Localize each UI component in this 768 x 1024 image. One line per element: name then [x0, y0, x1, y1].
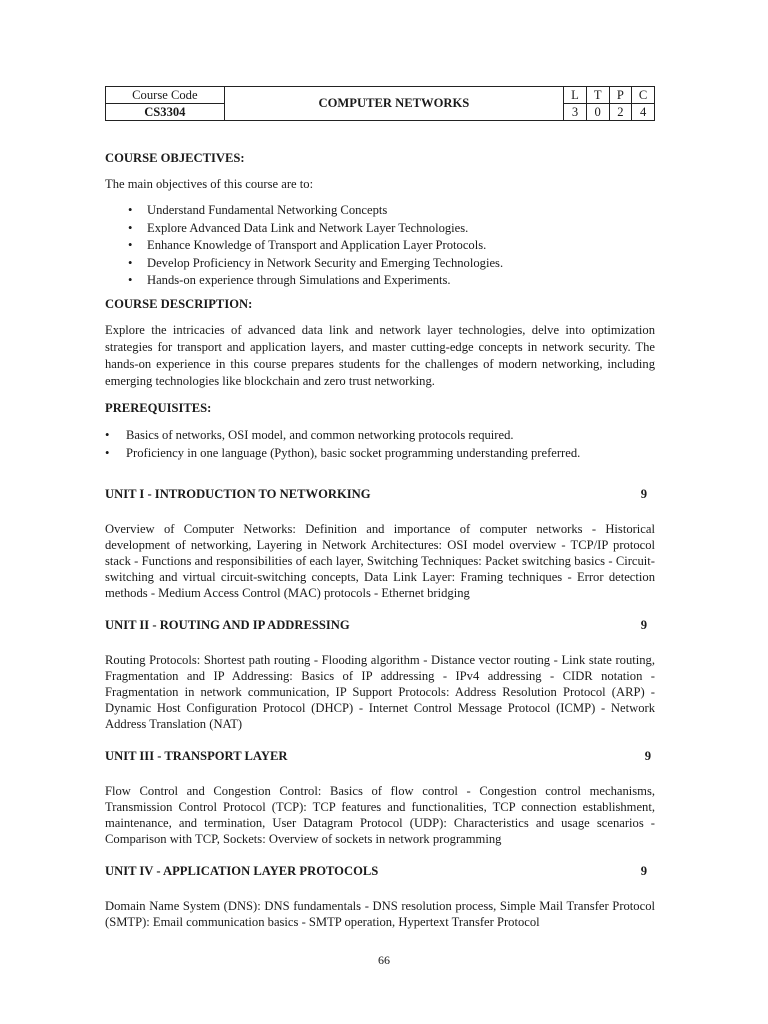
objective-item: • Hands-on experience through Simulations and Experiments. [105, 272, 655, 290]
ltpc-header-p: P [609, 87, 632, 104]
unit-1-hours: 9 [640, 486, 647, 501]
prerequisite-item: • Basics of networks, OSI model, and common networking protocols required. [105, 426, 655, 444]
unit-2-title: UNIT II - ROUTING AND IP ADDRESSING [105, 617, 350, 632]
objective-item: • Explore Advanced Data Link and Network Layer Technologies. [105, 220, 655, 238]
unit-3-hours: 9 [644, 748, 651, 763]
objectives-list [105, 202, 655, 290]
unit-1-title: UNIT I - INTRODUCTION TO NETWORKING [105, 486, 371, 501]
ltpc-header-t: T [586, 87, 609, 104]
unit-2-text: Routing Protocols: Shortest path routing - Flooding algorithm - Distance vector routing - Link state routing, Fragmentation and IP Addressing: Basics of IP addressing - IPv4 addressing - CIDR notation - Fragmentation in network communication, IP Support Protocols: Address Resolution Protocol (ARP) - Dynamic Host Configuration Protocol (DHCP) - Internet Control Message Protocol (ICMP) - Network Address Translation (NAT) [105, 652, 655, 731]
objectives-intro: The main objectives of this course are to: [105, 177, 314, 191]
unit-4-hours: 9 [640, 863, 647, 878]
ltpc-value-l: 3 [564, 104, 587, 121]
prerequisites-list [105, 426, 655, 462]
objective-item: • Understand Fundamental Networking Concepts [105, 202, 655, 220]
unit-3-heading [105, 748, 655, 764]
unit-2-hours: 9 [640, 617, 647, 632]
prerequisites-heading: PREREQUISITES: [105, 400, 212, 415]
unit-3-text: Flow Control and Congestion Control: Basics of flow control - Congestion control mechanisms, Transmission Control Protocol (TCP): TCP features and functionalities, TCP connection establishment, maintenance, and termination, User Datagram Protocol (UDP): Characteristics and usage scenarios - Comparison with TCP, Sockets: Overview of sockets in network programming [105, 783, 655, 846]
ltpc-value-c: 4 [632, 104, 655, 121]
prerequisite-item: • Proficiency in one language (Python), basic socket programming understanding preferred. [105, 444, 655, 462]
unit-1-heading [105, 486, 655, 502]
unit-4-title: UNIT IV - APPLICATION LAYER PROTOCOLS [105, 863, 379, 878]
course-title: COMPUTER NETWORKS [224, 87, 564, 121]
description-heading: COURSE DESCRIPTION: [105, 296, 253, 311]
ltpc-value-p: 2 [609, 104, 632, 121]
page-number: 66 [378, 953, 390, 967]
unit-4-heading [105, 863, 655, 879]
objective-item: • Enhance Knowledge of Transport and Application Layer Protocols. [105, 237, 655, 255]
unit-1-text: Overview of Computer Networks: Definition and importance of computer networks - Historical development of networking, Layering in Network Architectures: OSI model overview - TCP/IP protocol stack - Functions and responsibilities of each layer, Switching Techniques: Packet switching basics - Circuit-switching and virtual circuit-switching concepts, Data Link Layer: Framing techniques - Error detection methods - Medium Access Control (MAC) protocols - Ethernet bridging [105, 521, 655, 600]
unit-4-text: Domain Name System (DNS): DNS fundamentals - DNS resolution process, Simple Mail Transfer Protocol (SMTP): Email communication basics - SMTP operation, Hypertext Transfer Protocol [105, 898, 655, 929]
unit-2-heading [105, 617, 655, 633]
ltpc-header-l: L [564, 87, 587, 104]
course-code-value: CS3304 [106, 104, 225, 121]
course-code-label: Course Code [106, 87, 225, 104]
document-page [105, 86, 655, 930]
objectives-heading: COURSE OBJECTIVES: [105, 151, 245, 165]
unit-3-title: UNIT III - TRANSPORT LAYER [105, 748, 288, 763]
ltpc-header-c: C [632, 87, 655, 104]
course-header-table [105, 86, 655, 121]
objective-item: • Develop Proficiency in Network Security and Emerging Technologies. [105, 255, 655, 273]
description-text: Explore the intricacies of advanced data link and network layer technologies, delve into optimization strategies for transport and application layers, and master cutting-edge concepts in network security. The hands-on experience in this course prepares students for the challenges of modern networking, including emerging technologies like blockchain and zero trust networking. [105, 322, 655, 388]
ltpc-value-t: 0 [586, 104, 609, 121]
